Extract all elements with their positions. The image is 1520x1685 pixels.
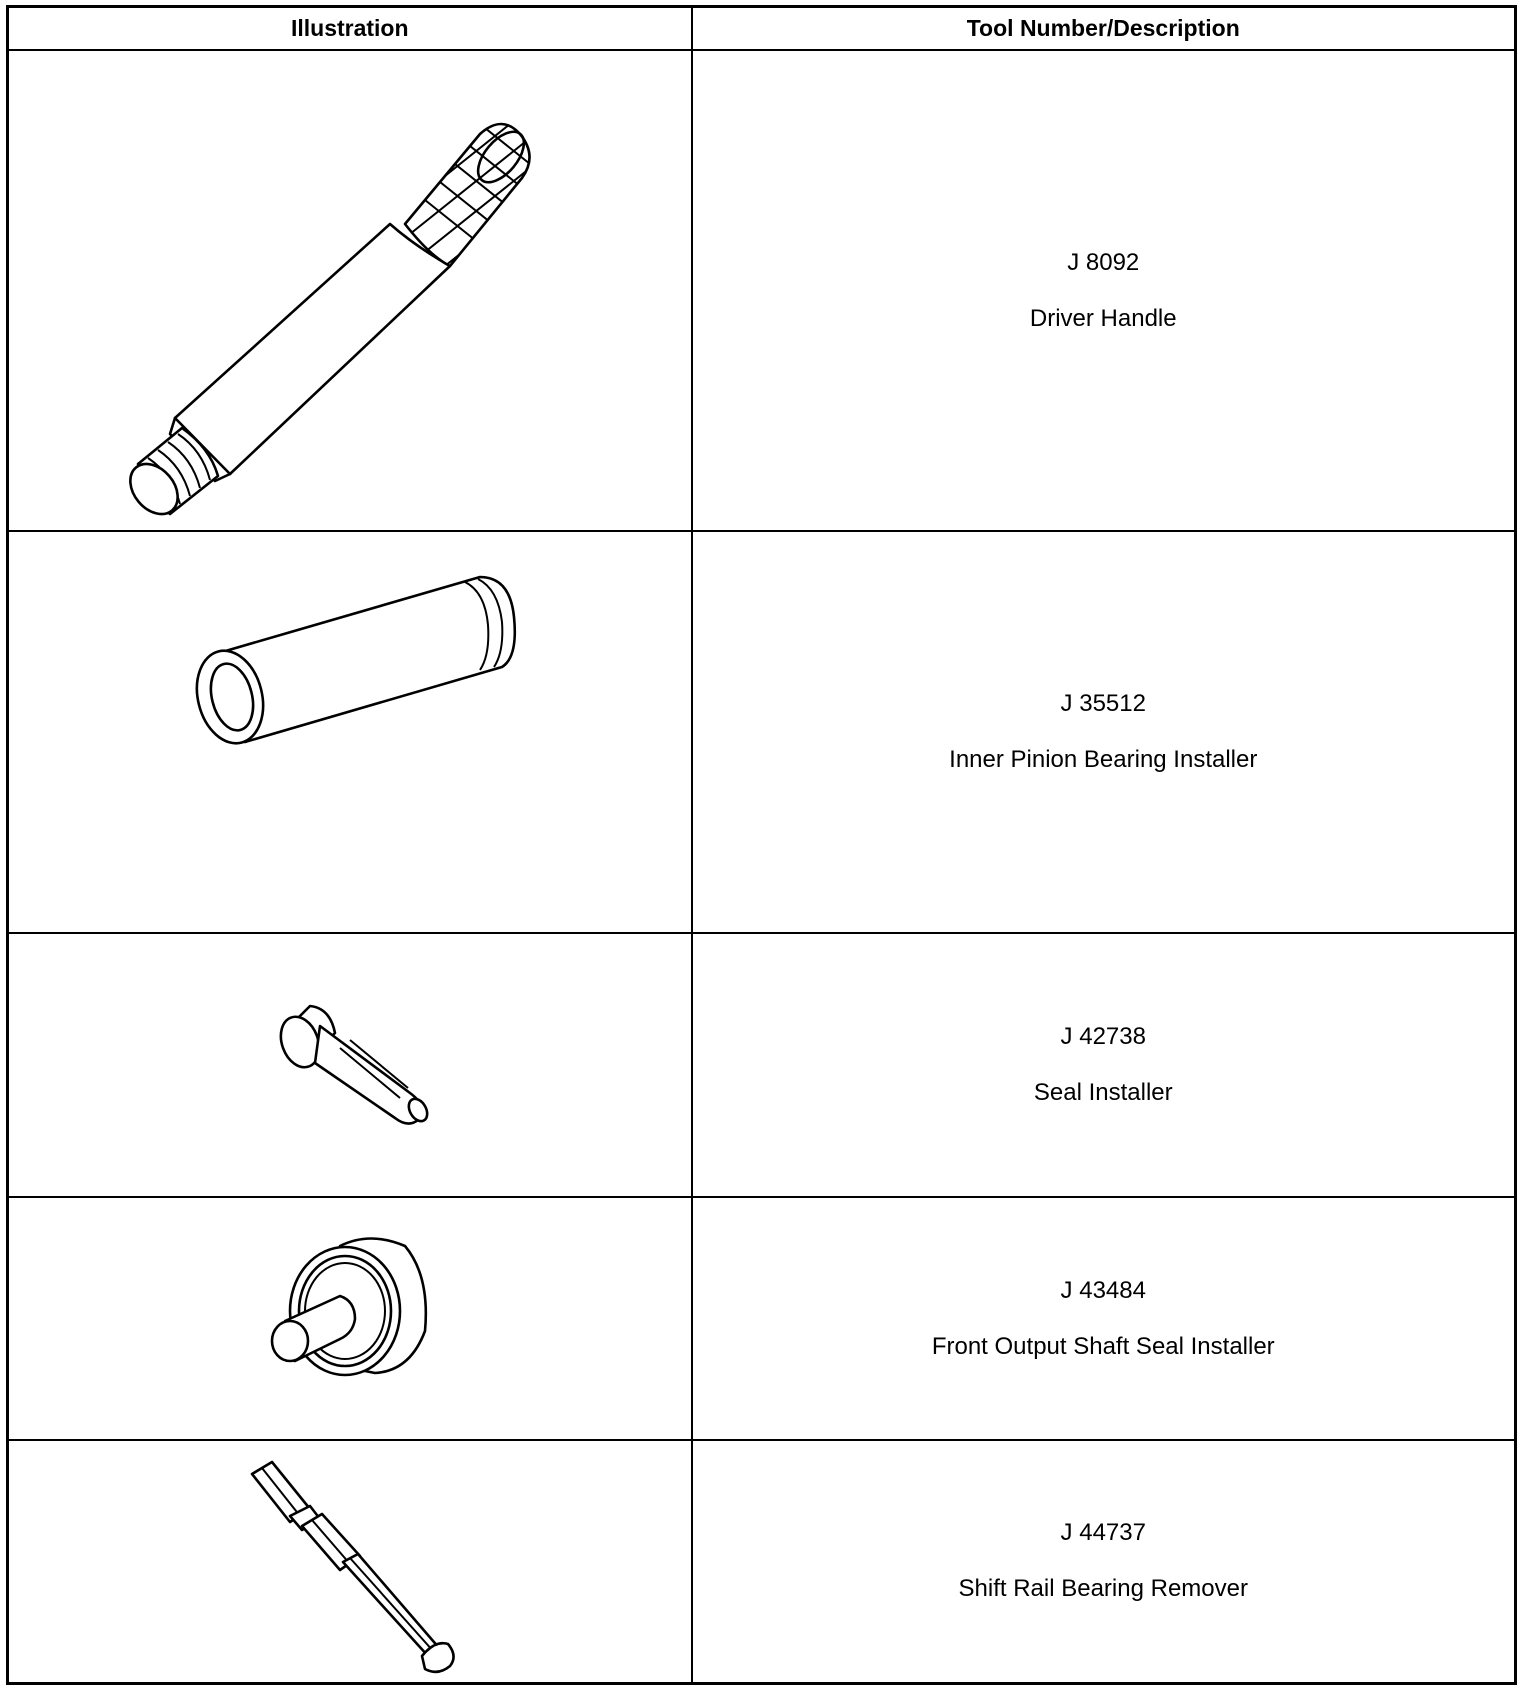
tool-description: Inner Pinion Bearing Installer	[949, 746, 1258, 773]
special-tools-table	[6, 5, 1517, 1685]
tool-description: Seal Installer	[1033, 1079, 1173, 1106]
shaft-seal-installer-illustration	[10, 1201, 690, 1436]
table-row	[8, 1197, 1516, 1440]
table-header-row	[8, 7, 1516, 51]
header-tool-description: Tool Number/Description	[692, 7, 1516, 51]
bearing-remover-illustration	[10, 1444, 690, 1679]
seal-installer-illustration	[10, 938, 690, 1193]
tool-number: J 35512	[1060, 690, 1146, 717]
tool-number: J 42738	[1060, 1023, 1146, 1050]
header-illustration: Illustration	[8, 7, 692, 51]
bearing-installer-illustration	[10, 537, 690, 927]
illustration-cell	[8, 1440, 692, 1683]
tool-number: J 44737	[1060, 1519, 1146, 1547]
table-row	[8, 531, 1516, 933]
tool-number: J 8092	[1067, 248, 1140, 276]
illustration-cell	[8, 50, 692, 531]
table-row	[8, 1440, 1516, 1683]
illustration-cell	[8, 1197, 692, 1440]
tool-description: Shift Rail Bearing Remover	[958, 1575, 1248, 1603]
illustration-cell	[8, 531, 692, 933]
description-cell	[692, 531, 1516, 933]
table-row	[8, 933, 1516, 1197]
description-cell	[692, 50, 1516, 531]
tool-number: J 43484	[1060, 1276, 1146, 1304]
illustration-cell	[8, 933, 692, 1197]
table-row	[8, 50, 1516, 531]
driver-handle-illustration	[10, 56, 690, 526]
tool-description: Front Output Shaft Seal Installer	[931, 1332, 1275, 1360]
tool-description: Driver Handle	[1029, 304, 1177, 332]
description-cell	[692, 933, 1516, 1197]
description-cell	[692, 1197, 1516, 1440]
description-cell	[692, 1440, 1516, 1683]
